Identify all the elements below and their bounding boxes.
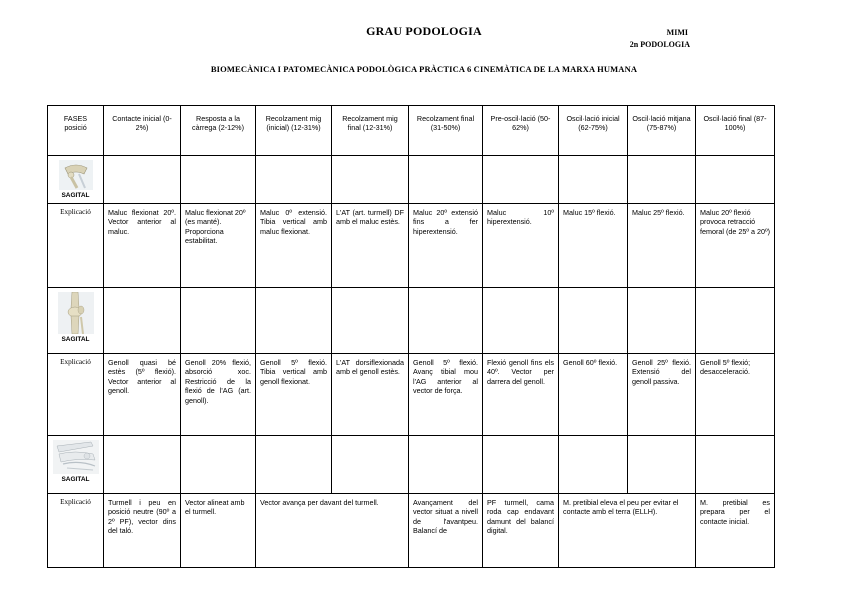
table-cell: Maluc flexionat 20º. Vector anterior al maluc. — [104, 204, 181, 288]
empty-cell — [483, 288, 559, 354]
empty-cell — [332, 156, 409, 204]
empty-cell — [181, 156, 256, 204]
empty-cell — [696, 156, 775, 204]
sagital-label: SAGITAL — [61, 336, 90, 343]
table-cell: Genoll 5º flexió; desacceleració. — [696, 354, 775, 436]
row-label: Explicació — [48, 204, 104, 288]
empty-cell — [332, 288, 409, 354]
hip-anatomy-icon — [59, 160, 93, 190]
table-cell: L'AT dorsiflexionada amb el genoll estès. — [332, 354, 409, 436]
ankle-foot-anatomy-icon — [53, 440, 99, 474]
table-row-ankle-image — [48, 436, 775, 494]
table-cell: M. pretibial es prepara per el contacte inicial. — [696, 494, 775, 568]
table-cell: Turmell i peu en posició neutre (90º a 2º PF), vector dins del taló. — [104, 494, 181, 568]
gait-kinematics-table — [47, 105, 775, 568]
table-cell: Maluc 25º flexió. — [628, 204, 696, 288]
hip-view-cell — [48, 156, 104, 204]
empty-cell — [104, 436, 181, 494]
column-header: Recolzament final (31-50%) — [409, 106, 483, 156]
student-name: MIMI — [666, 28, 688, 37]
table-cell: Maluc 20º extensió fins a fer hiperextensió. — [409, 204, 483, 288]
column-header: FASES posició — [48, 106, 104, 156]
empty-cell — [256, 436, 332, 494]
column-header: Contacte inicial (0-2%) — [104, 106, 181, 156]
table-cell: Genoll quasi bé estès (5º flexió). Vector anterior al genoll. — [104, 354, 181, 436]
table-row-knee-image — [48, 288, 775, 354]
empty-cell — [332, 436, 409, 494]
empty-cell — [181, 436, 256, 494]
column-header: Oscil·lació mitjana (75-87%) — [628, 106, 696, 156]
column-header: Pre-oscil·lació (50-62%) — [483, 106, 559, 156]
table-cell: Flexió genoll fins els 40º. Vector per darrera del genoll. — [483, 354, 559, 436]
empty-cell — [628, 288, 696, 354]
table-cell: Maluc 20º flexió provoca retracció femoral (de 25º a 20º) — [696, 204, 775, 288]
empty-cell — [256, 156, 332, 204]
table-cell: Avançament del vector situat a nivell de l'avantpeu. Balancí de — [409, 494, 483, 568]
table-row-ankle-explanation — [48, 494, 775, 568]
knee-view-cell — [48, 288, 104, 354]
table-cell: Genoll 5º flexió. Tibia vertical amb genoll flexionat. — [256, 354, 332, 436]
empty-cell — [483, 156, 559, 204]
empty-cell — [181, 288, 256, 354]
empty-cell — [409, 156, 483, 204]
empty-cell — [256, 288, 332, 354]
table-row-hip-explanation — [48, 204, 775, 288]
table-cell: Genoll 5º flexió. Avanç tibial mou l'AG anterior al vector de força. — [409, 354, 483, 436]
course-label: 2n PODOLOGIA — [629, 40, 690, 49]
page-title: GRAU PODOLOGIA — [366, 24, 482, 38]
table-cell: Genoll 25º flexió. Extensió del genoll passiva. — [628, 354, 696, 436]
column-header: Oscil·lació final (87-100%) — [696, 106, 775, 156]
empty-cell — [628, 156, 696, 204]
column-header: Recolzament mig final (12-31%) — [332, 106, 409, 156]
ankle-view-cell — [48, 436, 104, 494]
knee-anatomy-icon — [58, 292, 94, 334]
sagital-label: SAGITAL — [61, 192, 90, 199]
table-row-hip-image — [48, 156, 775, 204]
table-cell: Genoll 20% flexió, absorció xoc. Restricció de la flexió de l'AG (art. genoll). — [181, 354, 256, 436]
empty-cell — [559, 436, 628, 494]
table-cell: Genoll 60º flexió. — [559, 354, 628, 436]
empty-cell — [696, 436, 775, 494]
table-row-knee-explanation — [48, 354, 775, 436]
table-cell: Vector avança per davant del turmell. — [256, 494, 409, 568]
row-label: Explicació — [48, 354, 104, 436]
empty-cell — [628, 436, 696, 494]
table-cell: L'AT (art. turmell) DF amb el maluc estès. — [332, 204, 409, 288]
table-cell: M. pretibial eleva el peu per evitar el contacte amb el terra (ELLH). — [559, 494, 696, 568]
table-cell: Maluc 0º extensió. Tibia vertical amb maluc flexionat. — [256, 204, 332, 288]
empty-cell — [483, 436, 559, 494]
empty-cell — [559, 156, 628, 204]
table-cell: PF turmell, cama roda cap endavant damunt del balancí digital. — [483, 494, 559, 568]
empty-cell — [409, 288, 483, 354]
column-header: Oscil·lació inicial (62-75%) — [559, 106, 628, 156]
column-header: Resposta a la càrrega (2-12%) — [181, 106, 256, 156]
column-header: Recolzament mig (inicial) (12-31%) — [256, 106, 332, 156]
empty-cell — [409, 436, 483, 494]
practice-subtitle: BIOMECÀNICA I PATOMECÀNICA PODOLÒGICA PRÀCTICA 6 CINEMÀTICA DE LA MARXA HUMANA — [210, 64, 638, 74]
empty-cell — [104, 288, 181, 354]
student-info — [600, 27, 690, 51]
row-label: Explicació — [48, 494, 104, 568]
empty-cell — [559, 288, 628, 354]
table-cell: Maluc 10º hiperextensió. — [483, 204, 559, 288]
header-row — [48, 106, 775, 156]
table-cell: Maluc flexionat 20º (es manté). Proporciona estabilitat. — [181, 204, 256, 288]
empty-cell — [104, 156, 181, 204]
table-cell: Maluc 15º flexió. — [559, 204, 628, 288]
sagital-label: SAGITAL — [61, 476, 90, 483]
empty-cell — [696, 288, 775, 354]
table-cell: Vector alineat amb el turmell. — [181, 494, 256, 568]
